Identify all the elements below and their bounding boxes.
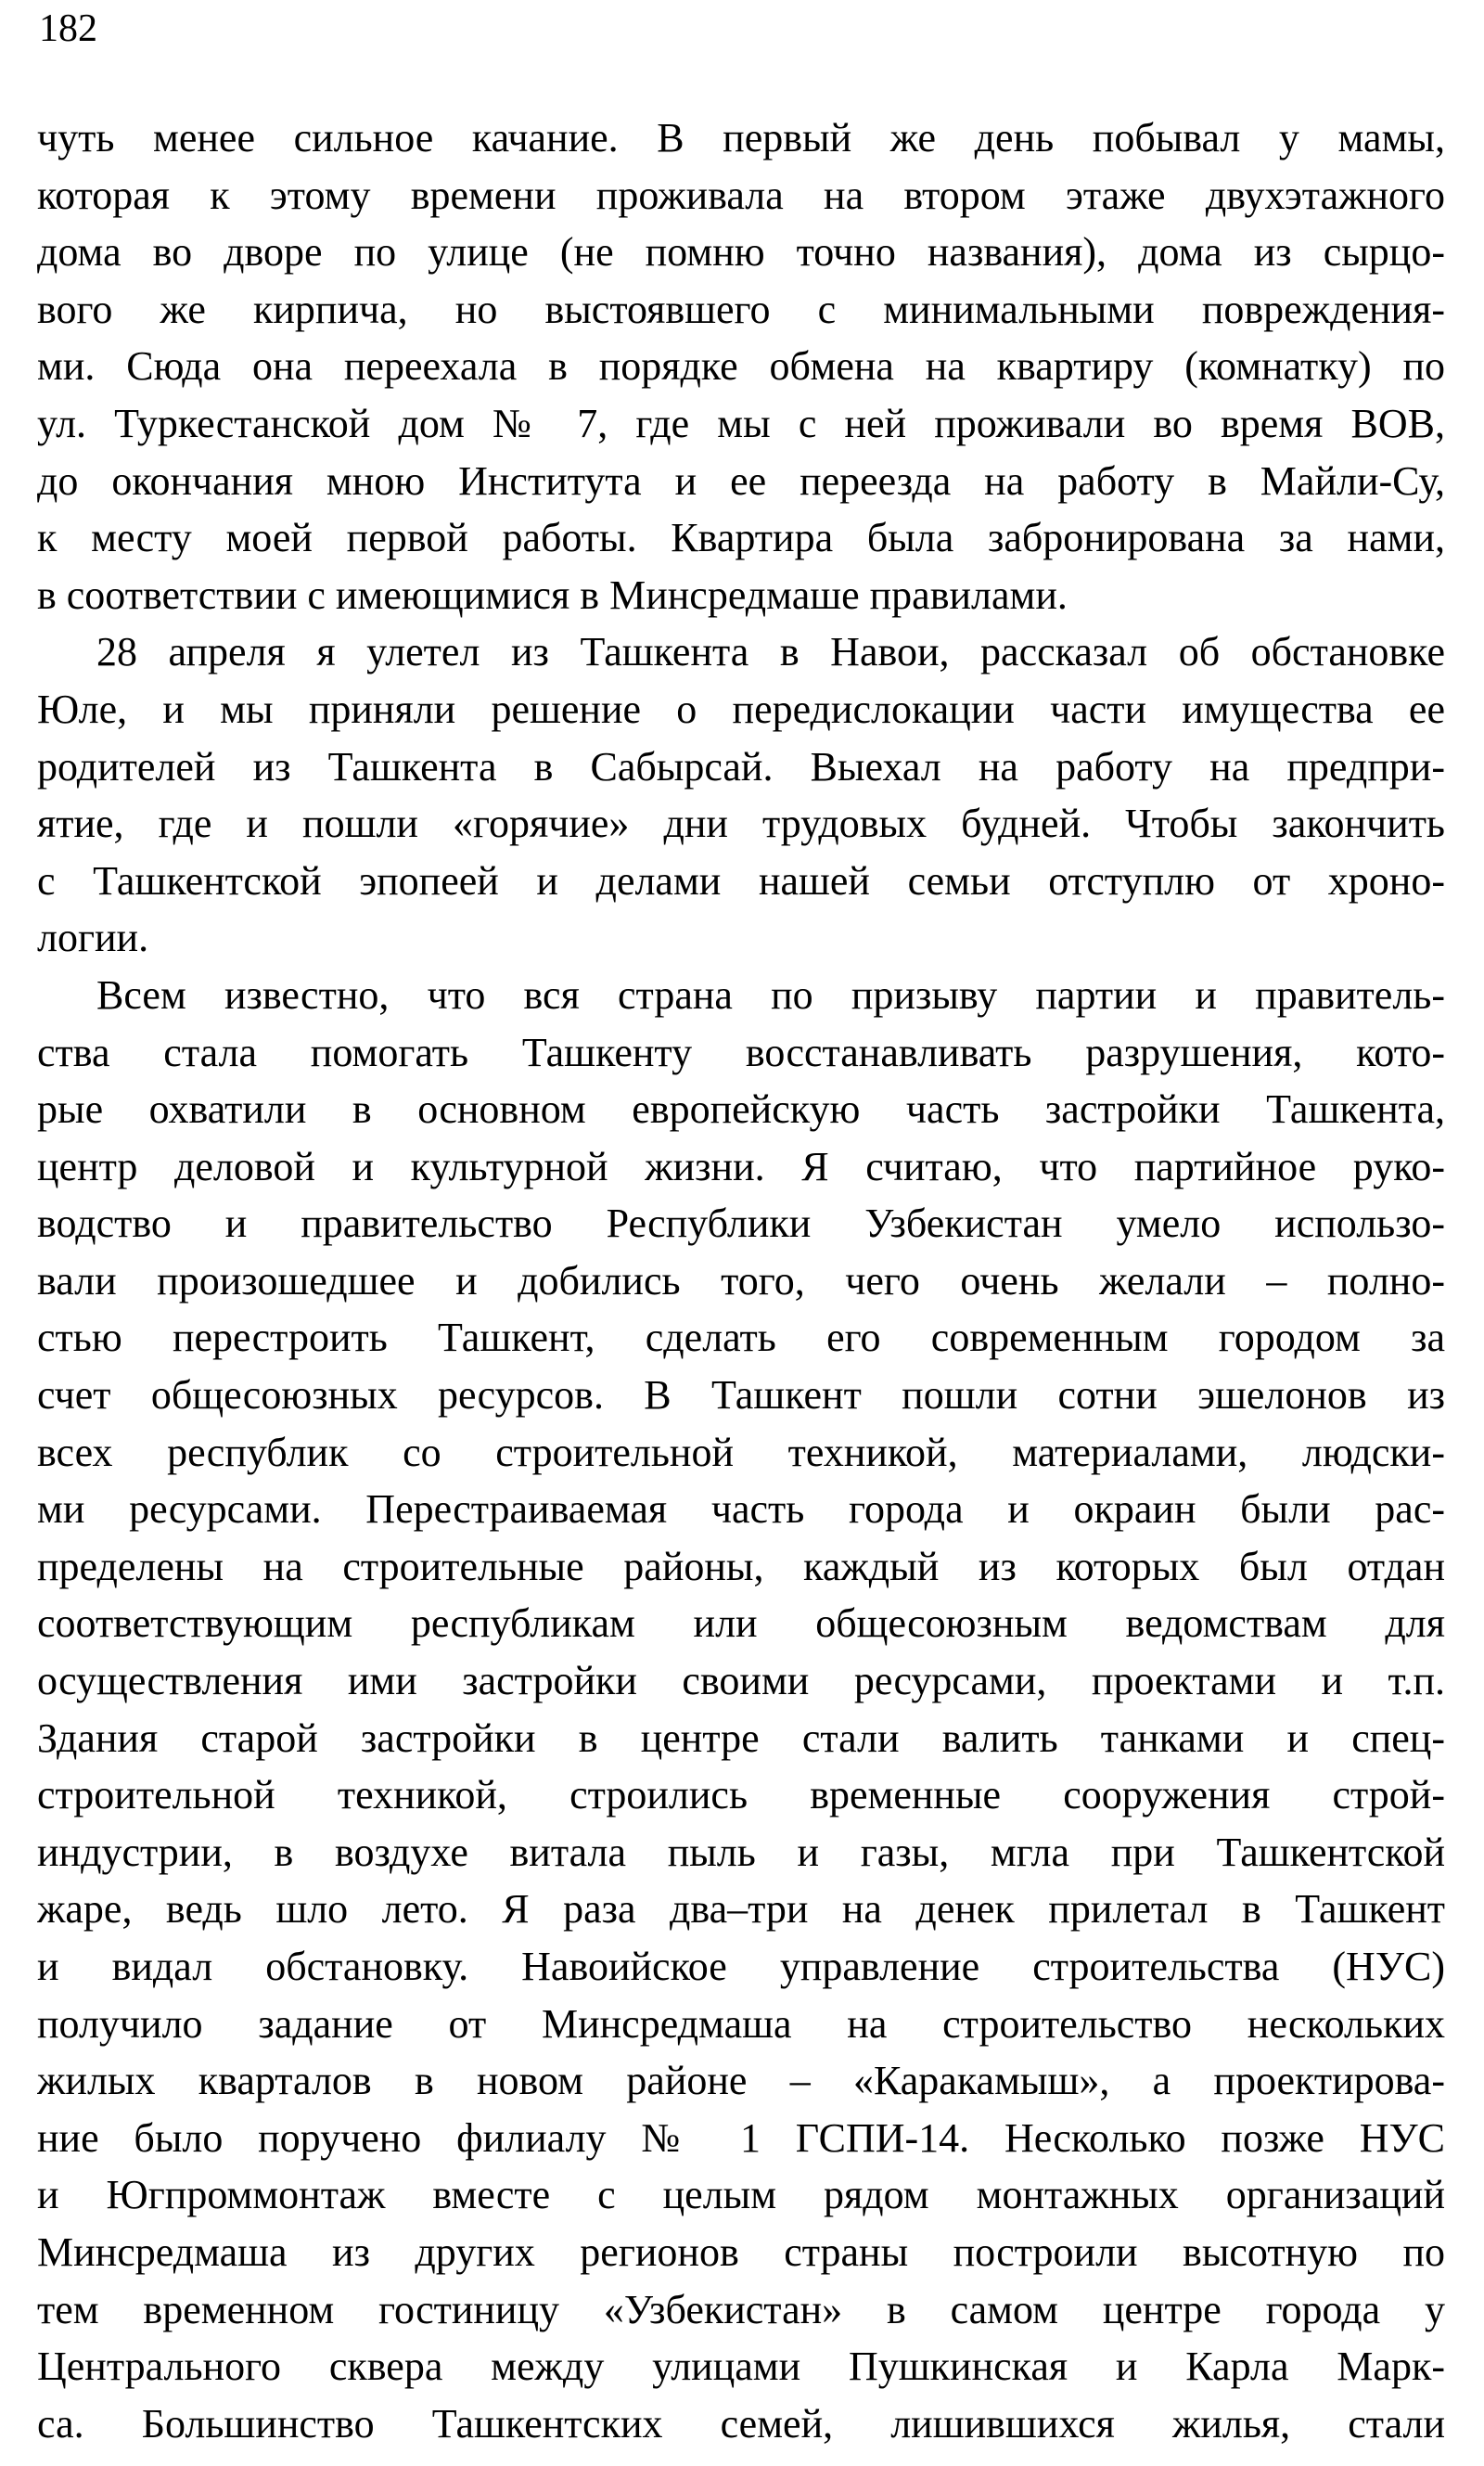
text-line: са. Большинство Ташкентских семей, лишившихся жилья, стали (37, 2400, 1445, 2447)
text-line: Здания старой застройки в центре стали валить танками и спец- (37, 1715, 1445, 1761)
text-line: Центрального сквера между улицами Пушкинская и Карла Марк- (37, 2344, 1445, 2390)
text-line: ул. Туркестанской дом № 7, где мы с ней проживали во время ВОВ, (37, 400, 1445, 446)
text-line: и Югпроммонтаж вместе с целым рядом монтажных организаций (37, 2172, 1445, 2218)
text-line: водство и правительство Республики Узбекистан умело использо- (37, 1201, 1445, 1247)
text-line: жаре, ведь шло лето. Я раза два–три на денек прилетал в Ташкент (37, 1886, 1445, 1933)
text-line: к месту моей первой работы. Квартира была забронирована за нами, (37, 515, 1445, 561)
text-line: рые охватили в основном европейскую часть застройки Ташкента, (37, 1086, 1445, 1133)
text-line: которая к этому времени проживала на втором этаже двухэтажного (37, 172, 1445, 218)
text-line: тем временном гостиницу «Узбекистан» в самом центре города у (37, 2286, 1445, 2332)
body-text (37, 109, 1445, 2452)
text-line: вали произошедшее и добились того, чего очень желали – полно- (37, 1257, 1445, 1304)
text-line: центр деловой и культурной жизни. Я считаю, что партийное руко- (37, 1143, 1445, 1189)
page-number: 182 (39, 7, 97, 50)
text-line: логии. (37, 915, 149, 961)
text-line: жилых кварталов в новом районе – «Каракамыш», а проектирова- (37, 2058, 1445, 2104)
text-line: всех республик со строительной техникой, материалами, людски- (37, 1429, 1445, 1475)
paragraph-first-line: Всем известно, что вся страна по призыву партии и правитель- (96, 971, 1445, 1018)
text-line: соответствующим республикам или общесоюзным ведомствам для (37, 1600, 1445, 1647)
text-line: чуть менее сильное качание. В первый же день побывал у мамы, (37, 115, 1445, 161)
text-line: ства стала помогать Ташкенту восстанавливать разрушения, кото- (37, 1029, 1445, 1075)
text-line: строительной техникой, строились временные сооружения строй- (37, 1772, 1445, 1818)
text-line: и видал обстановку. Навоийское управление строительства (НУС) (37, 1944, 1445, 1989)
text-line: родителей из Ташкента в Сабырсай. Выехал на работу на предпри- (37, 743, 1445, 790)
text-line: ятие, где и пошли «горячие» дни трудовых будней. Чтобы закончить (37, 801, 1445, 847)
text-line: Юле, и мы приняли решение о передислокации части имущества ее (37, 686, 1445, 732)
text-line: стью перестроить Ташкент, сделать его современным городом за (37, 1315, 1445, 1361)
text-line: ми. Сюда она переехала в порядке обмена на квартиру (комнатку) по (37, 343, 1445, 390)
text-line: вого же кирпича, но выстоявшего с минимальными повреждения- (37, 286, 1445, 332)
text-line: получило задание от Минсредмаша на строительство нескольких (37, 2000, 1445, 2047)
text-line: индустрии, в воздухе витала пыль и газы, мгла при Ташкентской (37, 1829, 1445, 1875)
text-line: ми ресурсами. Перестраиваемая часть города и окраин были рас- (37, 1486, 1445, 1533)
text-line: до окончания мною Института и ее переезда на работу в Майли-Су, (37, 457, 1445, 504)
text-line: дома во дворе по улице (не помню точно названия), дома из сырцо- (37, 229, 1445, 276)
text-line: осуществления ими застройки своими ресурсами, проектами и т.п. (37, 1658, 1445, 1704)
text-line: Минсредмаша из других регионов страны построили высотную по (37, 2228, 1445, 2275)
text-line: в соответствии с имеющимися в Минсредмаше правилами. (37, 572, 1068, 618)
text-line: счет общесоюзных ресурсов. В Ташкент пошли сотни эшелонов из (37, 1372, 1445, 1419)
text-line: с Ташкентской эпопеей и делами нашей семьи отступлю от хроно- (37, 857, 1445, 904)
text-line: ние было поручено филиалу № 1 ГСПИ-14. Несколько позже НУС (37, 2114, 1445, 2161)
text-line: пределены на строительные районы, каждый из которых был отдан (37, 1543, 1445, 1589)
paragraph-first-line: 28 апреля я улетел из Ташкента в Навои, рассказал об обстановке (96, 629, 1445, 675)
